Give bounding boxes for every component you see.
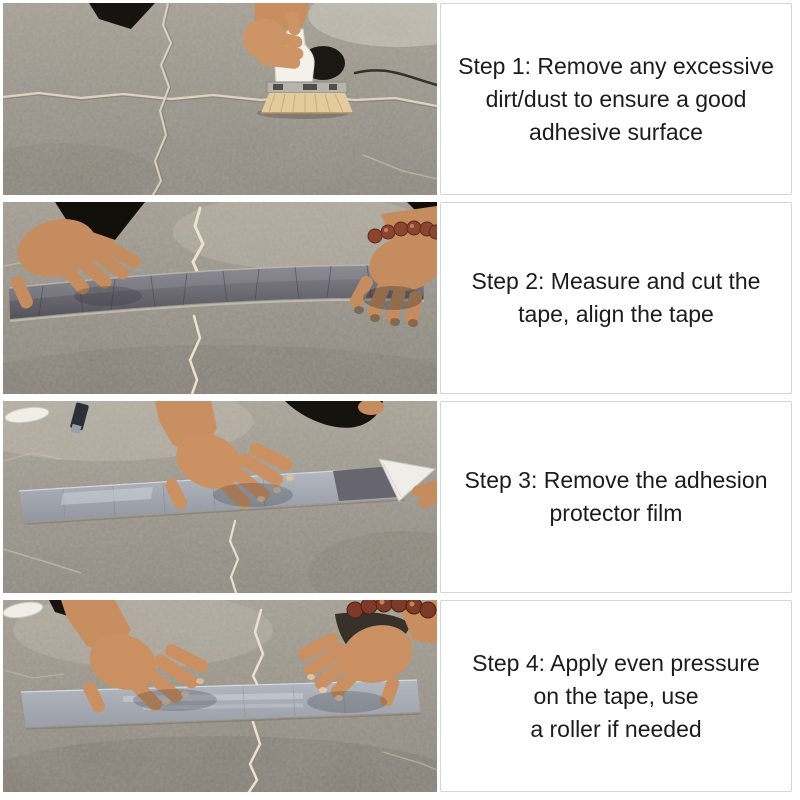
caption-line: adhesive surface <box>529 118 703 145</box>
two-hands-aligning-dark-aluminum-tape-over-crack-photo <box>3 202 437 394</box>
step2-caption-panel <box>440 202 792 394</box>
step3-photo <box>3 401 437 593</box>
step4-photo <box>3 600 437 792</box>
caption-line: Step 1: Remove any excessive <box>458 52 774 79</box>
caption-line: on the tape, use <box>533 682 699 709</box>
step3-row <box>3 401 800 593</box>
hand-with-brush-cleaning-cracked-concrete-photo <box>3 3 437 195</box>
caption-line: protector film <box>549 500 683 526</box>
step2-photo <box>3 202 437 394</box>
step4-row <box>3 600 800 792</box>
caption-line: a roller if needed <box>530 715 702 742</box>
step4-caption <box>472 647 760 746</box>
hand-pressing-tape-while-peeling-white-protector-film-photo <box>3 401 437 593</box>
caption-line: Step 4: Apply even pressure <box>472 649 760 676</box>
caption-line: dirt/dust to ensure a good <box>485 85 747 112</box>
step3-caption-panel <box>440 401 792 593</box>
two-hands-pressing-silver-tape-onto-crack-photo <box>3 600 437 792</box>
step3-caption <box>464 464 767 530</box>
caption-line: tape, align the tape <box>518 301 714 327</box>
step1-caption-panel <box>440 3 792 195</box>
caption-line: Step 3: Remove the adhesion <box>464 467 768 493</box>
caption-line: Step 2: Measure and cut the <box>471 268 761 294</box>
step2-row <box>3 202 800 394</box>
step1-caption <box>458 50 774 149</box>
step4-caption-panel <box>440 600 792 792</box>
step2-caption <box>472 265 761 331</box>
step1-photo <box>3 3 437 195</box>
step1-row <box>3 3 800 195</box>
